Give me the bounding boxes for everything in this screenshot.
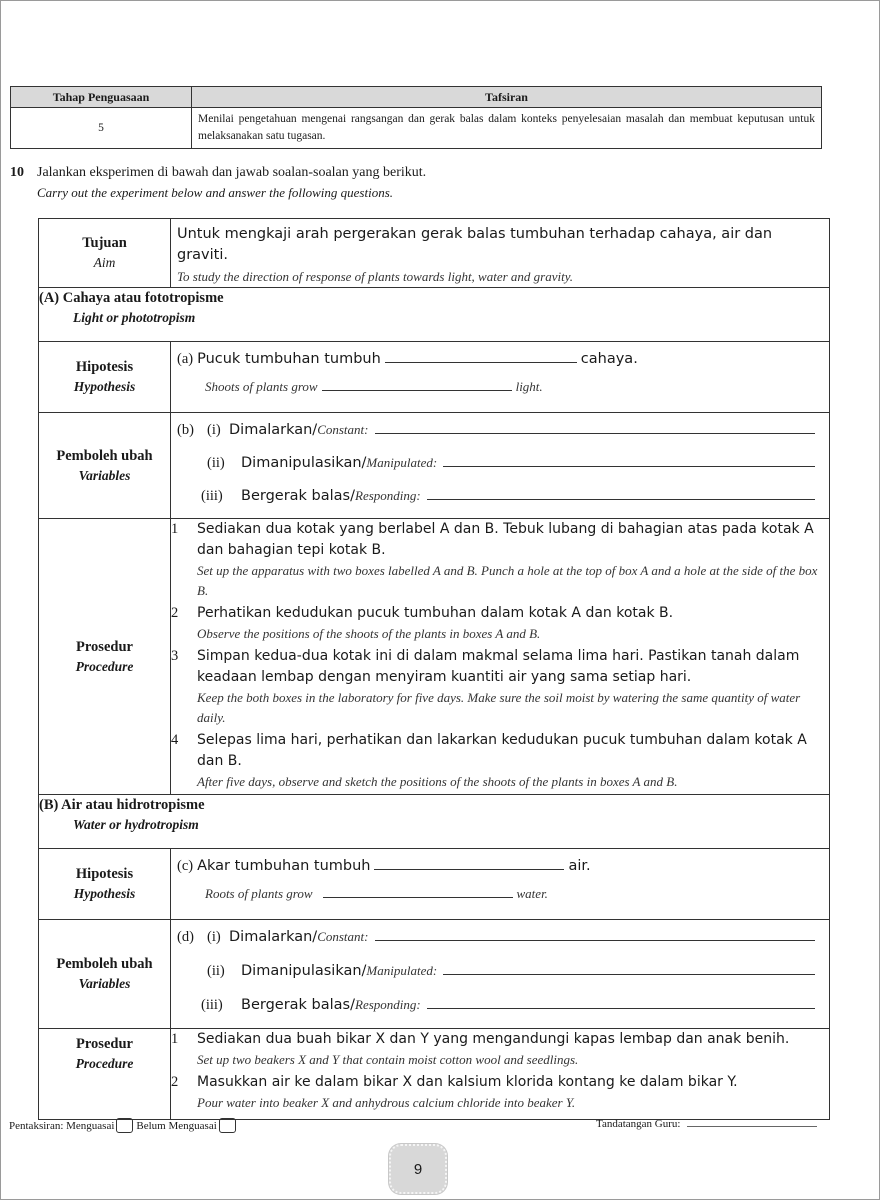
teacher-signature-label: Tandatangan Guru: [596,1118,681,1130]
procedure-a-step: 2 Perhatikan kedudukan pucuk tumbuhan dalam kotak A dan kotak B. Observe the positions of the shoots of the plants in boxes A and B. [171,605,674,641]
not-mastered-checkbox[interactable] [219,1118,236,1133]
hypothesis-b-text-en: Roots of plants grow [205,886,313,901]
aim-text-ms: Untuk mengkaji arah pergerakan gerak balas tumbuhan terhadap cahaya, air dan graviti. [177,226,773,263]
variable-b-responding-en: Responding [355,997,417,1012]
teacher-signature [596,1118,817,1130]
hypothesis-label-en: Hypothesis [73,379,136,394]
question-number: 10 [10,165,24,180]
procedure-label-en: Procedure [75,658,134,674]
variable-a-constant-en: Constant [317,422,365,437]
procedure-b-step: 1 Sediakan dua buah bikar X dan Y yang mengandungi kapas lembap dan anak benih. Set up two beakers X and Y that contain moist cotton wool and seedlings. [171,1031,790,1067]
procedure-a-step: 4 Selepas lima hari, perhatikan dan lakarkan kedudukan pucuk tumbuhan dalam kotak A dan B. After five days, observe and sketch the positions of the shoots of the plants in boxes A and B. [171,732,807,789]
section-a-variables-row: Pemboleh ubah Variables (b) (i) Dimalarkan/ Constant : (ii) Dimanipulasikan/ Manipulated : (iii) Bergerak balas/ Responding : [39,413,830,519]
variables-label-ms: Pemboleh ubah [56,956,153,972]
procedure-b-step: 2 Masukkan air ke dalam bikar X dan kalsium klorida kontang ke dalam bikar Y. Pour water into beaker X and anhydrous calcium chloride into beaker Y. [171,1074,738,1110]
section-b-variables-row: Pemboleh ubah Variables (d) (i) Dimalarkan/ Constant : (ii) Dimanipulasikan/ Manipulated : (iii) Bergerak balas/ Responding : [39,920,830,1029]
assessment-label: Pentaksiran: Menguasai [9,1119,115,1132]
hypothesis-label-ms: Hipotesis [75,359,134,375]
variable-a-iii-num: (iii) [201,488,223,504]
hypothesis-a-end-en: light. [515,379,543,394]
hypothesis-b-end-ms: air. [568,858,591,874]
hypothesis-label-ms: Hipotesis [75,866,134,882]
mastery-header-interpretation: Tafsiran [192,87,822,108]
variable-b-responding-label: Bergerak balas/ [241,997,355,1013]
variable-b-ii-num: (ii) [207,963,225,979]
variable-b-iii-num: (iii) [201,997,223,1013]
procedure-a-step: 3 Simpan kedua-dua kotak ini di dalam makmal selama lima hari. Pastikan tanah dalam keadaan lembap dengan menyiram kuantiti air yang sama setiap hari. Keep the both boxes in the laboratory for five days. Make sure the soil moist by watering the same quantity of water daily. [171,648,801,725]
section-a-subtitle: Light or phototropism [73,310,196,325]
question-text-en: Carry out the experiment below and answer the following questions. [37,185,394,200]
variable-b-manipulated-en: Manipulated [366,963,433,978]
section-b-procedure-row [39,1029,830,1120]
variable-a-responding-blank[interactable] [427,487,815,500]
assessment-footer [9,1118,239,1133]
variable-a-manipulated-en: Manipulated [366,455,433,470]
section-a-row [39,288,830,342]
hypothesis-b-blank-ms[interactable] [374,857,564,870]
procedure-label-ms: Prosedur [76,638,133,655]
variable-a-ii-num: (ii) [207,455,225,471]
variable-a-manipulated-label: Dimanipulasikan/ [241,455,367,471]
experiment-table [38,218,830,1120]
section-b-row [39,795,830,849]
aim-row [39,219,830,288]
variable-b-constant-label: Dimalarkan/ [229,929,318,945]
variable-a-responding-label: Bergerak balas/ [241,488,355,504]
procedure-a-step: 1 Sediakan dua kotak yang berlabel A dan B. Tebuk lubang di bahagian atas pada kotak A dan bahagian tepi kotak B. Set up the apparatus with two boxes labelled A and B. Punch a hole at the top of box A and a hole at the side of the box B. [171,521,818,598]
variable-a-constant-label: Dimalarkan/ [229,422,318,438]
variable-a-responding-en: Responding [355,488,417,503]
hypothesis-b-text-ms: Akar tumbuhan tumbuh [197,858,371,874]
mastery-description: Menilai pengetahuan mengenai rangsangan dan gerak balas dalam konteks penyelesaian masalah dan membuat keputusan untuk melaksanakan satu tugasan. [192,108,822,149]
hypothesis-a-blank-en[interactable] [322,378,512,391]
section-b-title: (B) Air atau hidrotropisme [39,797,205,813]
section-b-subtitle: Water or hydrotropism [73,817,199,832]
aim-text-en: To study the direction of response of plants towards light, water and gravity. [177,269,574,284]
section-a-procedure-row [39,519,830,795]
aim-label-en: Aim [93,255,116,270]
section-b-hypothesis-row [39,849,830,920]
variable-a-constant-blank[interactable] [375,421,816,434]
hypothesis-a-end-ms: cahaya. [580,351,638,367]
section-a-title: (A) Cahaya atau fototropisme [39,290,224,306]
hypothesis-a-blank-ms[interactable] [385,350,577,363]
hypothesis-a-letter: (a) [177,351,194,367]
variables-a-letter: (b) [177,422,194,438]
procedure-label-en: Procedure [75,1056,134,1071]
variable-b-i-num: (i) [207,929,221,945]
hypothesis-b-end-en: water. [516,886,548,901]
not-mastered-label: Belum Menguasai [136,1119,217,1132]
variable-b-constant-en: Constant [317,929,365,944]
variable-b-manipulated-blank[interactable] [443,962,815,975]
mastery-table [10,86,822,149]
mastery-header-level: Tahap Penguasaan [11,87,192,108]
variables-label-ms: Pemboleh ubah [56,447,153,464]
hypothesis-a-text-ms: Pucuk tumbuhan tumbuh [197,351,381,367]
section-a-hypothesis-row [39,342,830,413]
variable-a-i-num: (i) [207,422,221,438]
mastered-checkbox[interactable] [116,1118,133,1133]
hypothesis-b-letter: (c) [177,858,194,874]
aim-label-ms: Tujuan [82,235,127,251]
teacher-signature-line[interactable] [687,1126,817,1127]
variable-b-responding-blank[interactable] [427,996,815,1009]
variable-a-manipulated-blank[interactable] [443,454,815,467]
hypothesis-a-text-en: Shoots of plants grow [205,379,318,394]
question-text-ms: Jalankan eksperimen di bawah dan jawab soalan-soalan yang berikut. [37,165,427,180]
page-number: 9 [389,1144,447,1194]
variable-b-manipulated-label: Dimanipulasikan/ [241,963,367,979]
mastery-level: 5 [11,108,192,149]
variables-label-en: Variables [78,976,131,991]
variables-b-letter: (d) [177,929,194,945]
hypothesis-label-en: Hypothesis [73,886,136,901]
variable-b-constant-blank[interactable] [375,928,816,941]
variables-label-en: Variables [78,467,131,483]
hypothesis-b-blank-en[interactable] [323,885,513,898]
procedure-label-ms: Prosedur [76,1036,133,1052]
